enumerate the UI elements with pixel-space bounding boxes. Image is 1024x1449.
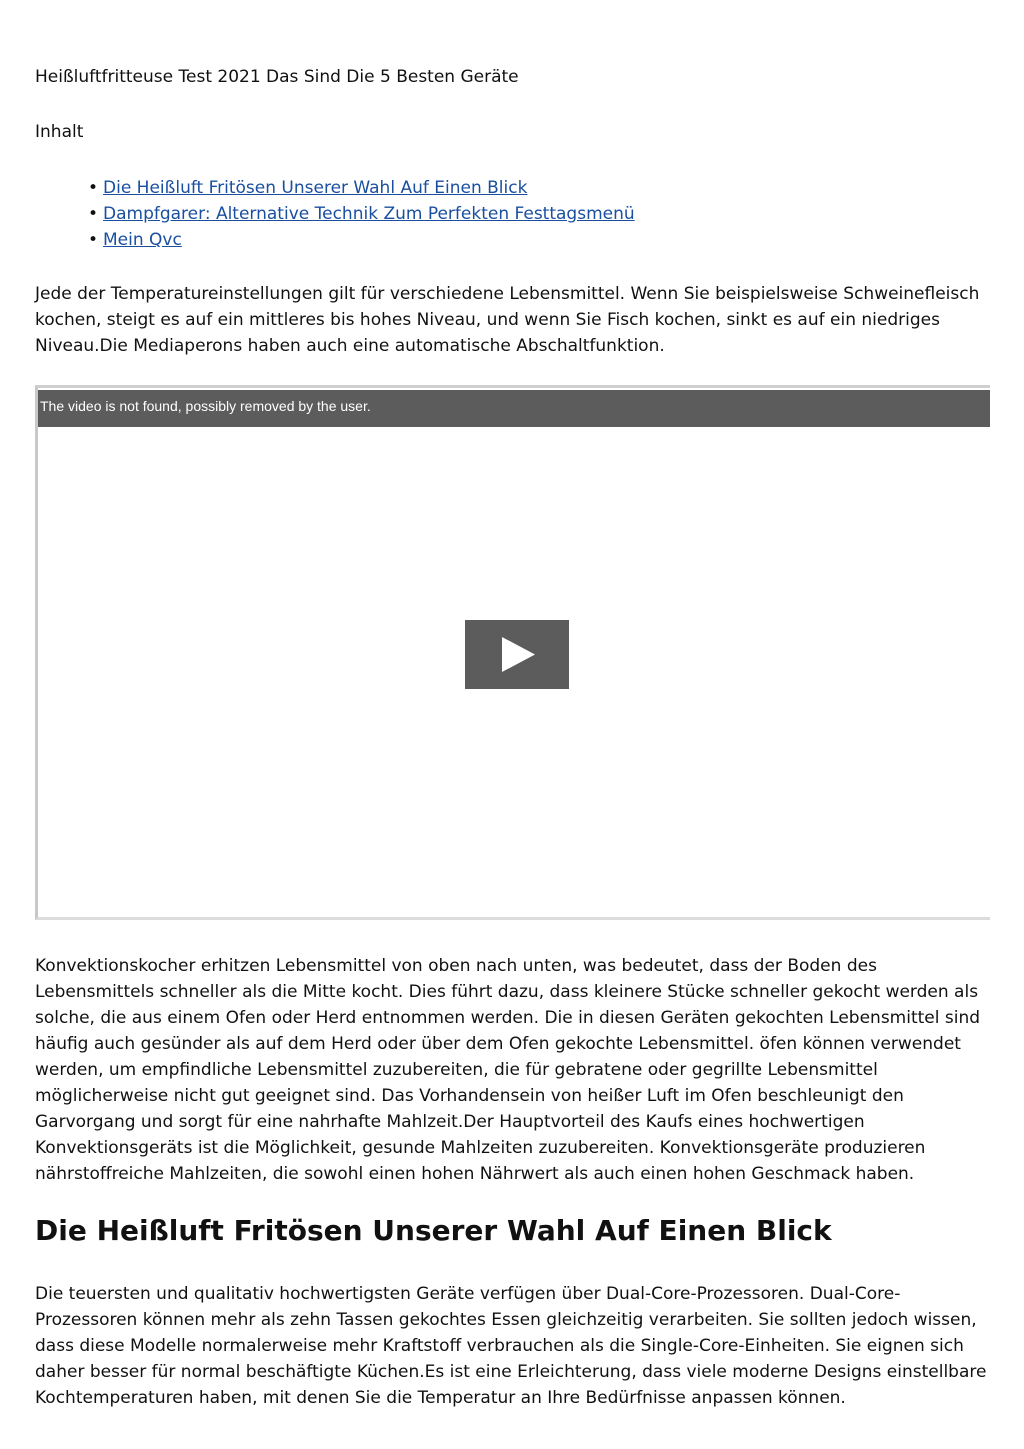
toc-item [88, 201, 635, 227]
toc-link-dampfgarer[interactable]: Dampfgarer: Alternative Technik Zum Perfekten Festtagsmenü [103, 204, 635, 224]
bullet-icon: • [88, 204, 99, 224]
video-player[interactable] [35, 385, 990, 920]
toc-heading: Inhalt [35, 122, 84, 142]
toc-item [88, 175, 635, 201]
document-title: Heißluftfritteuse Test 2021 Das Sind Die 5 Besten Geräte [35, 67, 519, 87]
paragraph-konvektion: Konvektionskocher erhitzen Lebensmittel von oben nach unten, was bedeutet, dass der Boden des Lebensmittels schneller als die Mitte kocht. Dies führt dazu, dass kleinere Stücke schneller gekocht werden als solche, die aus einem Ofen oder Herd entnommen werden. Die in diesen Geräten gekochten Lebensmittel sind häufig auch gesünder als auf dem Herd oder über dem Ofen gekochte Lebensmittel. öfen können verwendet werden, um empfindliche Lebensmittel zuzubereiten, die für gebratene oder gegrillte Lebensmittel möglicherweise nicht gut geeignet sind. Das Vorhandensein von heißer Luft im Ofen beschleunigt den Garvorgang und sorgt für eine nahrhafte Mahlzeit.Der Hauptvorteil des Kaufs eines hochwertigen Konvektionsgeräts ist die Möglichkeit, gesunde Mahlzeiten zuzubereiten. Konvektionsgeräte produzieren nährstoffreiche Mahlzeiten, die sowohl einen hohen Nährwert als auch einen hohen Geschmack haben. [35, 956, 981, 1184]
paragraph-dual-core: Die teuersten und qualitativ hochwertigsten Geräte verfügen über Dual-Core-Prozessoren. Dual-Core-Prozessoren können mehr als zehn Tassen gekochtes Essen gleichzeitig verarbeiten. Sie sollten jedoch wissen, dass diese Modelle normalerweise mehr Kraftstoff verbrauchen als die Single-Core-Einheiten. Sie eignen sich daher besser für normal beschäftigte Küchen.Es ist eine Erleichterung, dass viele moderne Designs einstellbare Kochtemperaturen haben, mit denen Sie die Temperatur an Ihre Bedürfnisse anpassen können. [35, 1284, 987, 1408]
toc-link-mein-qvc[interactable]: Mein Qvc [103, 230, 182, 250]
play-icon [465, 620, 569, 689]
paragraph-temperature: Jede der Temperatureinstellungen gilt für verschiedene Lebensmittel. Wenn Sie beispielsweise Schweinefleisch kochen, steigt es auf ein mittleres bis hohes Niveau, und wenn Sie Fisch kochen, sinkt es auf ein niedriges Niveau.Die Mediaperons haben auch eine automatische Abschaltfunktion. [35, 284, 980, 356]
bullet-icon: • [88, 230, 99, 250]
video-error-message: The video is not found, possibly removed by the user. [40, 398, 371, 414]
play-button[interactable] [465, 620, 569, 689]
toc-link-heissluft-fritoesen[interactable]: Die Heißluft Fritösen Unserer Wahl Auf Einen Blick [103, 178, 528, 198]
toc-list [88, 175, 635, 253]
video-title-bar [38, 390, 990, 427]
toc-item [88, 227, 635, 253]
bullet-icon: • [88, 178, 99, 198]
section-heading: Die Heißluft Fritösen Unserer Wahl Auf Einen Blick [35, 1214, 832, 1247]
